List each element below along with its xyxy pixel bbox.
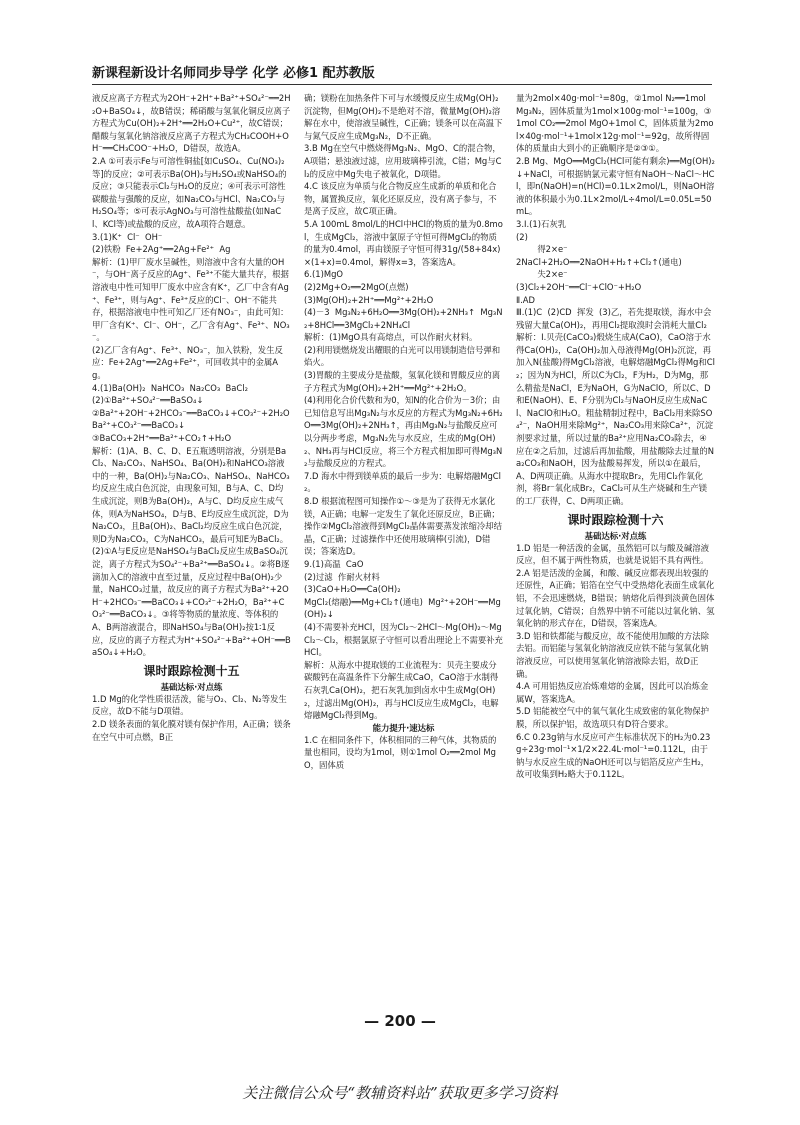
column-2-text-before: 确；镁粉在加热条件下可与水缓慢反应生成Mg(OH)₂沉淀物，但Mg(OH)₂不是绝对不溶，微量Mg(OH)₂溶解在水中，使溶液呈碱性，C正确；镁条可以在高温下与氮气反应生成Mg₃N₂，D不正确。 3.B Mg在空气中燃烧得Mg₃N₂、MgO、C的混合物，A项错；悬浊液过滤，应用玻璃棒引流，C错；Mg与Cl₂的反应中Mg失电子被氧化，D项错。 4.C 该反应为单质与化合物反应生成新的单质和化合物，属置换反应，氧化还原反应，没有离子参与，不是离子反应，故C项正确。 5.A 100mL 8mol/L的HCl中HCl的物质的量为0.8mol，生成MgCl₂，溶液中氯原子守恒可得MgCl₂的物质的量为0.4mol，再由镁原子守恒可得31g/(58+84x)×(1+x)=0.4mol，解得x=3，答案选A。 6.(1)MgO (2)2Mg+O₂══2MgO(点燃) (3)Mg(OH)₂+2H⁺══Mg²⁺+2H₂O (4)－3 Mg₃N₂+6H₂O══3Mg(OH)₂+2NH₃↑ Mg₃N₂+8HCl══3MgCl₂+2NH₄Cl 解析：(1)MgO具有高熔点，可以作耐火材料。 (2)利用镁燃烧发出耀眼的白光可以用镁制造信号弹和焰火。 (3)胃酸的主要成分是盐酸，氢氧化镁和胃酸反应的离子方程式为Mg(OH)₂+2H⁺══Mg²⁺+2H₂O。 (4)利用化合价代数和为0，知N的化合价为－3价；由已知信息写出Mg₃N₂与水反应的方程式为Mg₃N₂+6H₂O══3Mg(OH)₂+2NH₃↑，再由Mg₃N₂与盐酸反应可以分两步考虑，Mg₃N₂先与水反应，生成的Mg(OH)₂、NH₃再与HCl反应，将三个方程式相加即可得Mg₃N₂与盐酸反应的方程式。 7.D 海水中得到镁单质的最后一步为：电解熔融MgCl₂。 8.D 根据流程图可知操作①～③是为了获得无水氯化镁，A正确；电解一定发生了氧化还原反应，B正确；操作②MgCl₂溶液得到MgCl₂晶体需要蒸发浓缩冷却结晶，C正确；过滤操作中还使用玻璃棒(引流)，D错误；答案选D。 9.(1)高温 CaO (2)过滤 作耐火材料 (3)CaO+H₂O══Ca(OH)₂ MgCl₂(熔融)══Mg+Cl₂↑(通电) Mg²⁺+2OH⁻══Mg(OH)₂↓ (4)不需要补充HCl，因为Cl₂～2HCl～Mg(OH)₂～MgCl₂～Cl₂，根据氯原子守恒可以看出理论上不需要补充HCl。 解析：从海水中提取镁的工业流程为：贝壳主要成分碳酸钙在高温条件下分解生成CaO，CaO溶于水制得石灰乳Ca(OH)₂，把石灰乳加到卤水中生成Mg(OH)₂，过滤出Mg(OH)₂，再与HCl反应生成MgCl₂，电解熔融MgCl₂得到Mg。 bbox=[304, 93, 503, 721]
subsection-title-basic-16: 基础达标·对点练 bbox=[584, 530, 647, 541]
page-header: 新课程新设计名师同步导学 化学 必修1 配苏教版 bbox=[92, 66, 375, 81]
column-1-text-after: 1.D Mg的化学性质很活泼，能与O₂、Cl₂、N₂等发生反应，故D不能与D项错。 2.D 镁条表面的氧化膜对镁有保护作用，A正确；镁条在空气中可点燃，B正 bbox=[92, 693, 291, 742]
section-title-15: 课时跟踪检测十五 bbox=[143, 663, 240, 678]
column-1-text-before: 液反应离子方程式为2OH⁻+2H⁺+Ba²⁺+SO₄²⁻══2H₂O+BaSO₄↓，故B错误；稀硝酸与氢氧化铜反应离子方程式为Cu(OH)₂+2H⁺══2H₂O+Cu²⁺，故C错误；醋酸与氢氧化钠溶液反应离子方程式为CH₃COOH+OH⁻══CH₃COO⁻+H₂O，D错误，故选A。 2.A ①可表示Fe与可溶性铜盐[如CuSO₄、Cu(NO₃)₂等]的反应；②可表示Ba(OH)₂与H₂SO₄或NaHSO₄的反应；③只能表示Cl₂与H₂O的反应；④可表示可溶性碳酸盐与强酸的反应，如Na₂CO₃与HCl、Na₂CO₃与H₂SO₄等；⑤可表示AgNO₃与可溶性盐酸盐(如NaCl、KCl等)或盐酸的反应，故A项符合题意。 3.(1)K⁺ Cl⁻ OH⁻ (2)铁粉 Fe+2Ag⁺══2Ag+Fe²⁺ Ag 解析：(1)甲厂废水呈碱性，则溶液中含有大量的OH⁻，与OH⁻离子反应的Ag⁺、Fe³⁺不能大量共存，根据溶液电中性可知甲厂废水中应含有K⁺，乙厂中含有Ag⁺、Fe³⁺，则与Ag⁺、Fe³⁺反应的Cl⁻、OH⁻不能共存，根据溶液电中性可知乙厂还有NO₃⁻，由此可知：甲厂含有K⁺、Cl⁻、OH⁻，乙厂含有Ag⁺、Fe³⁺、NO₃⁻。 (2)乙厂含有Ag⁺、Fe³⁺、NO₃⁻，加入铁粉，发生反应：Fe+2Ag⁺══2Ag+Fe²⁺，可回收其中的金属Ag。 4.(1)Ba(OH)₂ NaHCO₃ Na₂CO₃ BaCl₂ (2)①Ba²⁺+SO₄²⁻══BaSO₄↓ ②Ba²⁺+2OH⁻+2HCO₃⁻══BaCO₃↓+CO₃²⁻+2H₂O Ba²⁺+CO₃²⁻══BaCO₃↓ ③BaCO₃+2H⁺══Ba²⁺+CO₂↑+H₂O 解析：(1)A、B、C、D、E五瓶透明溶液，分别是BaCl₂、Na₂CO₃、NaHSO₄、Ba(OH)₂和NaHCO₃溶液中的一种，Ba(OH)₂与Na₂CO₃、NaHSO₄、NaHCO₃均反应生成白色沉淀，由现象可知，B与A、C、D均生成沉淀，则B为Ba(OH)₂，A与C、D均反应生成气体，则A为NaHSO₄，D与B、E均反应生成沉淀，D为Na₂CO₃，且Ba(OH)₂、BaCl₂均反应生成白色沉淀，则D为Na₂CO₃，C为NaHCO₃，最后可知E为BaCl₂。 (2)①A与E反应是NaHSO₄与BaCl₂反应生成BaSO₄沉淀，离子方程式为SO₄²⁻+Ba²⁺══BaSO₄↓。②将B逐滴加入C的溶液中直至过量，反应过程中Ba(OH)₂少量，NaHCO₃过量，故反应的离子方程式为Ba²⁺+2OH⁻+2HCO₃⁻══BaCO₃↓+CO₃²⁻+2H₂O，Ba²⁺+CO₃²⁻══BaCO₃↓。③将等物质的量浓度、等体积的A、B两溶液混合，即NaHSO₄与Ba(OH)₂按1∶1反应，反应的离子方程式为H⁺+SO₄²⁻+Ba²⁺+OH⁻══BaSO₄↓+H₂O。 bbox=[92, 93, 291, 658]
column-3-text-before: 量为2mol×40g·mol⁻¹=80g，②1mol N₂══1mol Mg₃N₂，固体质量为1mol×100g·mol⁻¹=100g，③1mol CO₂══2mol MgO+1mol C，固体质量为2mol×40g·mol⁻¹+1mol×12g·mol⁻¹=92g，故所得固体的质量由大到小的正确顺序是②③①。 2.B Mg、MgO══MgCl₂(HCl可能有剩余)══Mg(OH)₂↓+NaCl，可根据钠氯元素守恒有NaOH～NaCl～HCl，即n(NaOH)=n(HCl)=0.1L×2mol/L，则NaOH溶液的体积最小为0.1L×2mol/L÷4mol/L=0.05L=50mL。 3.Ⅰ.(1)石灰乳 (2) 得2×e⁻ 2NaCl+2H₂O══2NaOH+H₂↑+Cl₂↑(通电) 失2×e⁻ (3)Cl₂+2OH⁻══Cl⁻+ClO⁻+H₂O Ⅱ.AD Ⅲ.(1)C (2)CD 挥发 (3)乙，若先提取镁，海水中会残留大量Ca(OH)₂，再用Cl₂提取溴时会消耗大量Cl₂ 解析：Ⅰ.贝壳(CaCO₃)煅烧生成A(CaO)，CaO溶于水得Ca(OH)₂，Ca(OH)₂加入母液得Mg(OH)₂沉淀，再加入N(盐酸)得MgCl₂溶液，电解熔融MgCl₂得Mg和Cl₂；因为N为HCl，所以C为Cl₂，F为H₂，D为Mg，那么精盐是NaCl，E为NaOH，G为NaClO，所以C、D和E(NaOH)、E、F分别为Cl₂与NaOH反应生成NaCl、NaClO和H₂O。粗盐精制过程中，BaCl₂用来除SO₄²⁻，NaOH用来除Mg²⁺，Na₂CO₃用来除Ca²⁺，沉淀剂要求过量，所以过量的Ba²⁺应用Na₂CO₃除去，④应在②之后加，过滤后再加盐酸，用盐酸除去过量的Na₂CO₃和NaOH，因为盐酸易挥发，所以①在最后，A、D两项正确。从海水中提取Br₂，先用Cl₂作氧化剂，将Br⁻氧化成Br₂，CaCl₂可从生产烧碱和生产镁的工厂获得，C、D两项正确。 bbox=[516, 93, 715, 506]
column-2 bbox=[304, 92, 503, 1012]
column-3 bbox=[516, 92, 715, 1012]
column-3-text-after: 1.D 铝是一种活泼的金属，虽然铝可以与酸及碱溶液反应，但不属于两性物质，也就是说铝不具有两性。 2.A 铝是活泼的金属，和酸、碱反应都表现出较强的还原性，A正确；铝箔在空气中受热熔化表面生成氧化铝，不会迅速燃烧，B错误；钠熔化后得到淡黄色固体过氧化钠，C错误；自然界中钠不可能以过氧化钠、氢氧化钠的形式存在，D错误，答案选A。 3.D 铝和铁都能与酸反应，故不能使用加酸的方法除去铝。而铝能与氢氧化钠溶液反应铁不能与氢氧化钠溶液反应，可以使用氢氧化钠溶液除去铝，故D正确。 4.A 可用铝热反应冶炼难熔的金属，因此可以冶炼金属W，答案选A。 5.D 铝能被空气中的氧气氧化生成致密的氧化物保护膜，所以保护铝，故选项只有D符合要求。 6.C 0.23g钠与水反应可产生标准状况下的H₂为0.23g÷23g·mol⁻¹×1/2×22.4L·mol⁻¹=0.112L，由于钠与水反应生成的NaOH还可以与铝箔反应产生H₂，故可收集到H₂略大于0.112L。 bbox=[516, 542, 715, 780]
section-title-16: 课时跟踪检测十六 bbox=[567, 512, 664, 527]
subsection-title-advanced: 能力提升·速达标 bbox=[372, 722, 435, 733]
footer-note: 关注微信公众号“教辅资料站”获取更多学习资料 bbox=[242, 1084, 558, 1102]
answer-columns bbox=[92, 92, 717, 1012]
column-2-text-after: 1.C 在相同条件下，体积相同的三种气体，其物质的量也相同，设均为1mol，则①1mol O₂══2mol MgO，固体质 bbox=[304, 734, 497, 770]
header-rule bbox=[92, 84, 712, 85]
column-1 bbox=[92, 92, 291, 1012]
subsection-title-basic: 基础达标·对点练 bbox=[160, 681, 223, 692]
page-number: — 200 — bbox=[364, 1012, 436, 1030]
